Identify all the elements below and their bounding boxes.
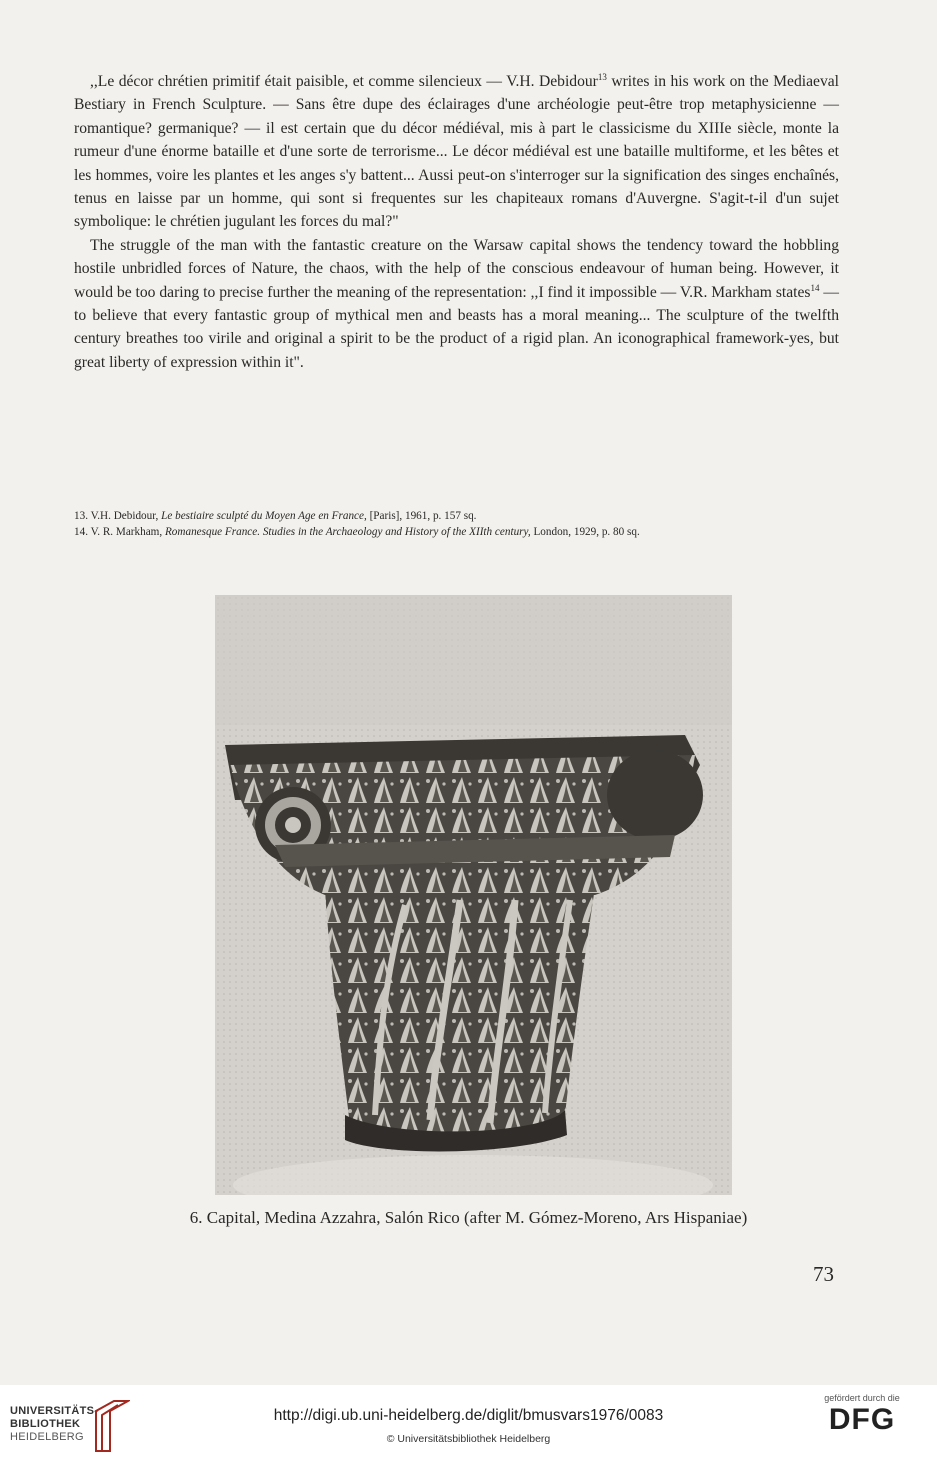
capital-photograph	[215, 595, 732, 1195]
footnotes	[74, 509, 839, 540]
permalink-url[interactable]: http://digi.ub.uni-heidelberg.de/diglit/bmusvars1976/0083	[273, 1407, 664, 1424]
footnote-14: 14. V. R. Markham, Romanesque France. Studies in the Archaeology and History of the XIIth century, London, 1929, p. 80 sq.	[74, 525, 640, 538]
copyright-notice: © Universitätsbibliothek Heidelberg	[386, 1433, 551, 1445]
viewer-footer	[0, 1385, 937, 1461]
funder-logo[interactable]: gefördert durch die DFG	[824, 1393, 900, 1436]
capital-illustration	[215, 595, 732, 1195]
footnote-13: 13. V.H. Debidour, Le bestiaire sculpté du Moyen Age en France, [Paris], 1961, p. 157 sq.	[74, 510, 477, 522]
figure-caption: 6. Capital, Medina Azzahra, Salón Rico (after M. Gómez-Moreno, Ars Hispaniae)	[189, 1208, 748, 1227]
footnote-ref-13[interactable]: 13	[597, 71, 607, 82]
paragraph-2: The struggle of the man with the fantastic creature on the Warsaw capital shows the tendency toward the hobbling hostile unbridled forces of Nature, the chaos, with the help of the conscious endeavour of human being. However, it would be too daring to precise further the meaning of the representation: ,,I find it impossible — V.R. Markham states$^{14}$ — to believe that every fantastic group of mythical men and beasts has a moral meaning... The sculpture of the twelfth century breathes too virile and original a spirit to be the product of a rigid plan. An iconographical framework-yes, but great liberty of expression within it".	[74, 236, 839, 371]
paragraph-1: ,,Le décor chrétien primitif était paisible, et comme silencieux — V.H. Debidour$^{13}$ writes in his work on the Mediaeval Bestiary in French Sculpture. — Sans être dupe des éclairages d'une archéologie peut-être trop metaphysicienne — romantique? germanique? — il est certain que du décor médiéval, mis à part le classicisme du XIIIe siècle, monte la rumeur d'une énorme bataille et d'une sorte de terrorisme... Le décor médiéval est une bataille multiforme, et les bêtes et les hommes, voire les plantes et les anges s'y battent... Aussi peut-on s'interroger sur la signification des singes enchaînés, tenus en laisse par un homme, qui sont si frequentes sur les chapiteaux romans d'Auvergne. S'agit-t-il d'un sujet symbolique: le chrétien jugulant les forces du mal?"	[74, 71, 839, 231]
body-text	[74, 70, 839, 374]
library-logo[interactable]: UNIVERSITÄTS- BIBLIOTHEK HEIDELBERG	[10, 1405, 99, 1443]
footnote-ref-14[interactable]: 14	[810, 282, 820, 293]
page-number: 73	[813, 1262, 834, 1286]
